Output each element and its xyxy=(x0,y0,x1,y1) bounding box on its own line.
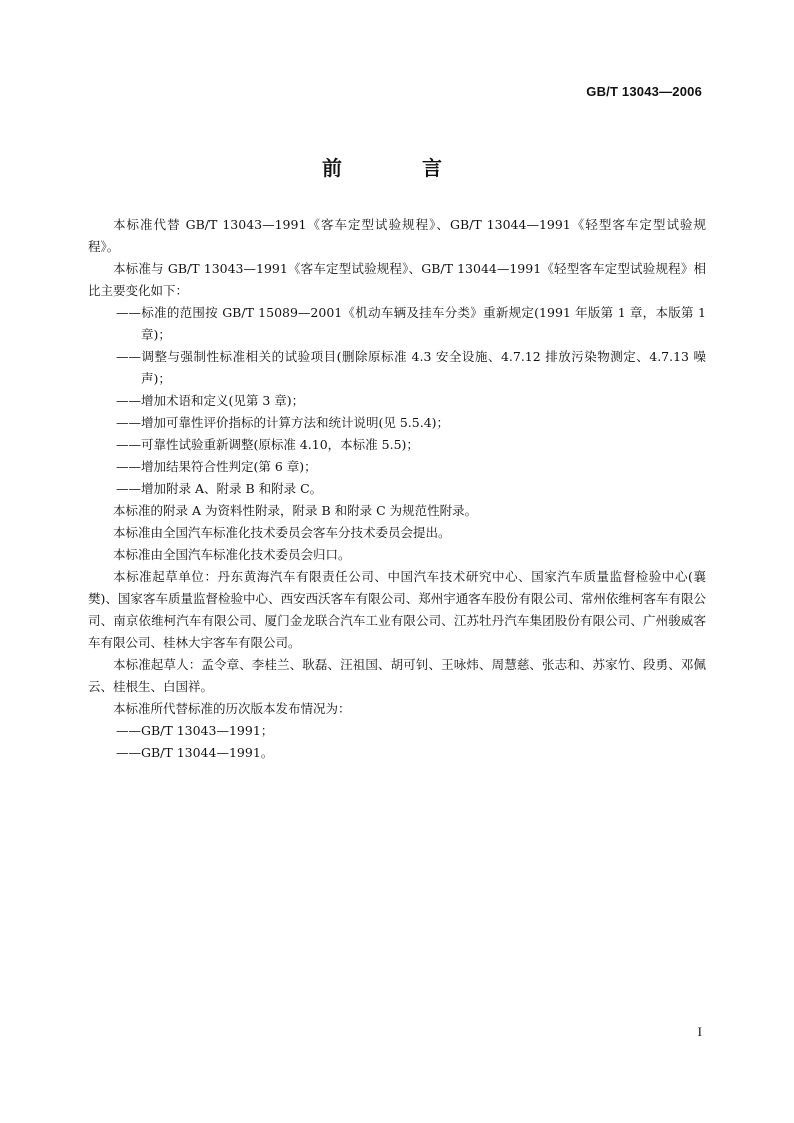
page-number: I xyxy=(697,1024,702,1039)
foreword-body xyxy=(88,214,706,764)
change-item-text: 增加附录 A、附录 B 和附录 C。 xyxy=(141,481,323,496)
change-item-text: 增加结果符合性判定(第 6 章)； xyxy=(141,459,317,474)
paragraph-history-intro: 本标准所代替标准的历次版本发布情况为： xyxy=(113,701,351,716)
dash-marker: —— xyxy=(116,349,141,364)
change-item-text: 增加可靠性评价指标的计算方法和统计说明(见 5.5.4)； xyxy=(141,415,450,430)
dash-marker: —— xyxy=(116,437,141,452)
change-item-text: 可靠性试验重新调整(原标准 4.10，本标准 5.5)； xyxy=(141,437,419,452)
change-item xyxy=(88,478,706,500)
change-item-text: 标准的范围按 GB/T 15089—2001《机动车辆及挂车分类》重新规定(1991 年版第 1 章，本版第 1 章)； xyxy=(141,305,706,342)
paragraph-administered-by: 本标准由全国汽车标准化技术委员会归口。 xyxy=(113,547,351,562)
history-item xyxy=(88,742,706,764)
paragraph-drafters: 本标准起草人：孟令章、李桂兰、耿磊、汪祖国、胡可钊、王咏炜、周慧慈、张志和、苏家竹、段勇、邓佩云、桂根生、白国祥。 xyxy=(88,657,706,694)
change-item-text: 调整与强制性标准相关的试验项目(删除原标准 4.3 安全设施、4.7.12 排放污染物测定、4.7.13 噪声)； xyxy=(141,349,706,386)
dash-marker: —— xyxy=(116,305,141,320)
change-item xyxy=(88,302,706,346)
paragraph-annexes: 本标准的附录 A 为资料性附录，附录 B 和附录 C 为规范性附录。 xyxy=(113,503,478,518)
change-item xyxy=(88,434,706,456)
paragraph-replaces: 本标准代替 GB/T 13043—1991《客车定型试验规程》、GB/T 13044—1991《轻型客车定型试验规程》。 xyxy=(88,217,706,254)
page-title: 前 言 xyxy=(322,156,472,180)
dash-marker: —— xyxy=(116,415,141,430)
change-item-text: 增加术语和定义(见第 3 章)； xyxy=(141,393,305,408)
document-code: GB/T 13043—2006 xyxy=(586,84,702,99)
dash-marker: —— xyxy=(116,481,141,496)
change-item xyxy=(88,412,706,434)
paragraph-drafting-units: 本标准起草单位：丹东黄海汽车有限责任公司、中国汽车技术研究中心、国家汽车质量监督检验中心(襄樊)、国家客车质量监督检验中心、西安西沃客车有限公司、郑州宇通客车股份有限公司、常州依维柯客车有限公司、南京依维柯汽车有限公司、厦门金龙联合汽车工业有限公司、江苏牡丹汽车集团股份有限公司、广州骏威客车有限公司、桂林大宇客车有限公司。 xyxy=(88,569,706,650)
history-item-text: GB/T 13043—1991； xyxy=(141,723,274,738)
dash-marker: —— xyxy=(116,459,141,474)
change-item xyxy=(88,346,706,390)
history-item-text: GB/T 13044—1991。 xyxy=(141,745,274,760)
history-item xyxy=(88,720,706,742)
dash-marker: —— xyxy=(116,745,141,760)
dash-marker: —— xyxy=(116,393,141,408)
dash-marker: —— xyxy=(116,723,141,738)
paragraph-proposed-by: 本标准由全国汽车标准化技术委员会客车分技术委员会提出。 xyxy=(113,525,451,540)
change-item xyxy=(88,456,706,478)
paragraph-changes-intro: 本标准与 GB/T 13043—1991《客车定型试验规程》、GB/T 13044—1991《轻型客车定型试验规程》相比主要变化如下： xyxy=(88,261,706,298)
change-item xyxy=(88,390,706,412)
